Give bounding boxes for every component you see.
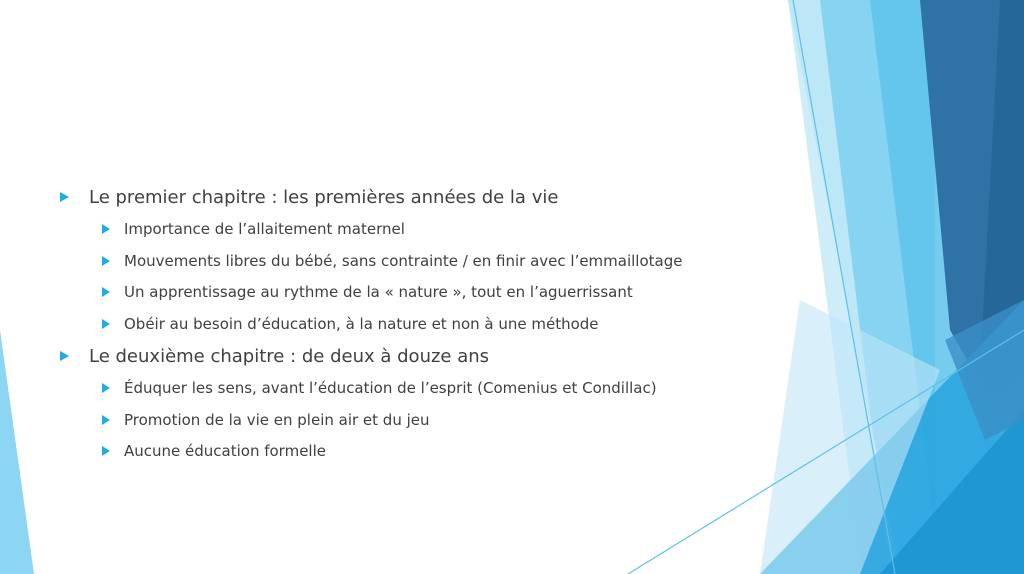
triangle-bullet-icon: [102, 319, 110, 329]
bullet-item-level2: [102, 376, 760, 400]
bullet-item-level2: [102, 280, 760, 304]
bullet-text: Un apprentissage au rythme de la « nature », tout en l’aguerrissant: [124, 283, 633, 301]
bullet-text: Promotion de la vie en plein air et du jeu: [124, 410, 430, 429]
bullet-item-level2: [102, 439, 760, 463]
triangle-bullet-icon: [102, 256, 110, 266]
bullet-text: Éduquer les sens, avant l’éducation de l’esprit (Comenius et Condillac): [124, 379, 657, 397]
bullet-item-level2: [102, 408, 760, 432]
bullet-text: Le premier chapitre : les premières années de la vie: [89, 186, 559, 208]
bullet-text: Mouvements libres du bébé, sans contrainte / en finir avec l’emmaillotage: [124, 251, 683, 270]
triangle-bullet-icon: [102, 224, 110, 234]
slide-content: [60, 184, 760, 471]
triangle-bullet-icon: [60, 192, 69, 202]
left-wedge-shape: [0, 330, 34, 574]
bullet-text: Le deuxième chapitre : de deux à douze ans: [89, 345, 490, 367]
triangle-bullet-icon: [60, 351, 69, 361]
bullet-text: Obéir au besoin d’éducation, à la nature et non à une méthode: [124, 314, 599, 333]
triangle-bullet-icon: [102, 415, 110, 425]
triangle-bullet-icon: [102, 446, 110, 456]
bullet-text: Aucune éducation formelle: [124, 442, 326, 460]
bullet-item-level2: [102, 217, 760, 241]
bullet-item-level1: [60, 184, 760, 210]
bullet-text: Importance de l’allaitement maternel: [124, 220, 405, 238]
triangle-bullet-icon: [102, 383, 110, 393]
bullet-item-level2: [102, 249, 760, 273]
triangle-bullet-icon: [102, 287, 110, 297]
bullet-item-level1: [60, 343, 760, 369]
bullet-item-level2: [102, 312, 760, 336]
